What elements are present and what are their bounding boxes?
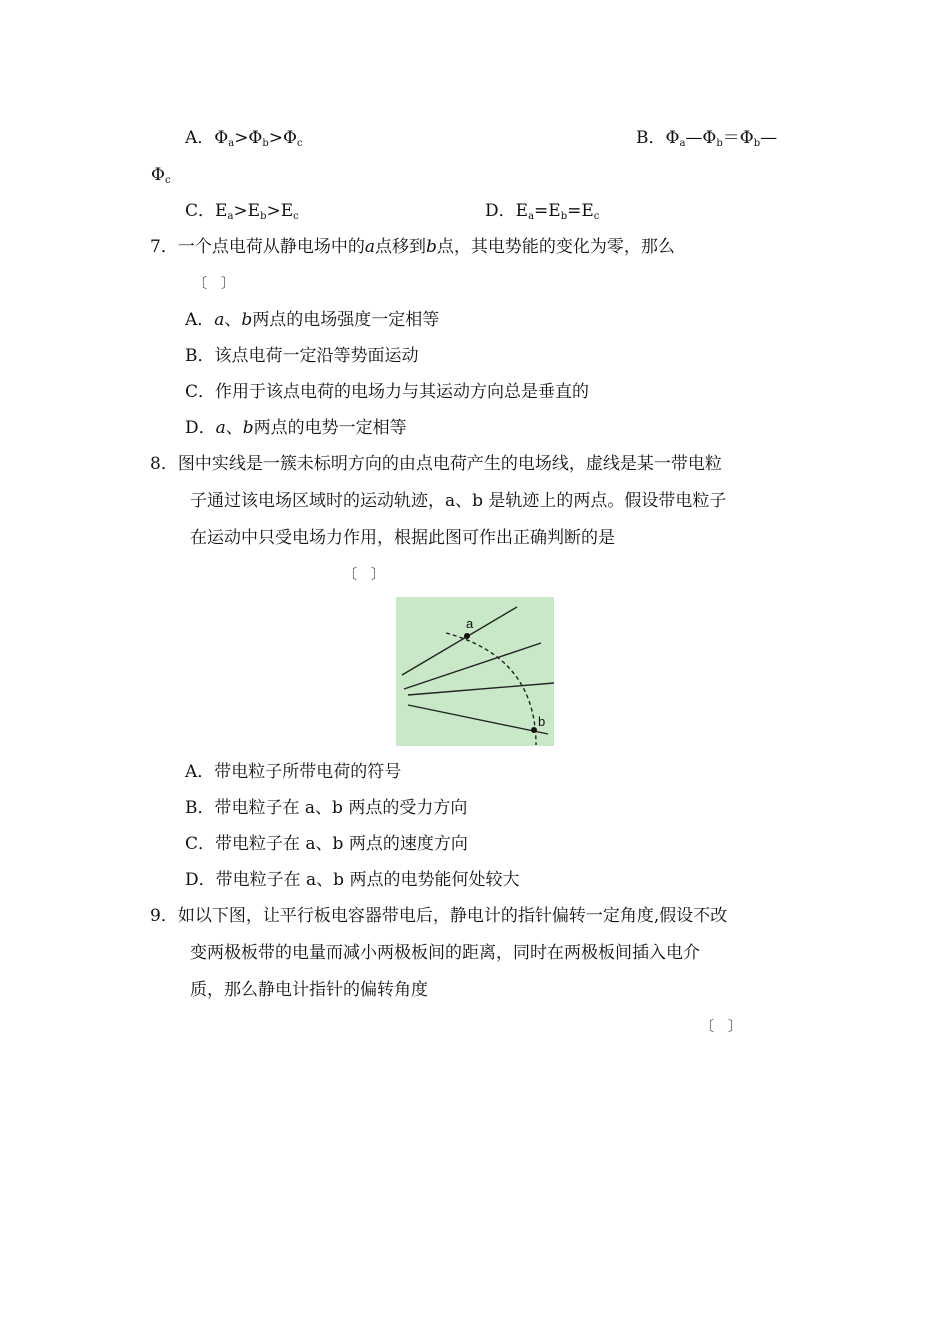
q6-option-b: B．$\Phi_a—\Phi_b=\Phi_b—$ bbox=[636, 128, 778, 149]
q9-stem-line1: 9．如以下图，让平行板电容器带电后，静电计的指针偏转一定角度,假设不改 bbox=[150, 906, 728, 926]
q8-option-a: A．带电粒子所带电荷的符号 bbox=[185, 762, 402, 782]
q6-option-b-text: $\Phi_a—\Phi_b=\Phi_b—$ bbox=[665, 128, 778, 149]
q9-stem-line2: 变两极板带的电量而减小两极板间的距离，同时在两极板间插入电介 bbox=[190, 943, 700, 963]
q7-option-b: B．该点电荷一定沿等势面运动 bbox=[185, 346, 419, 366]
q7-option-a: A．a、b两点的电场强度一定相等 bbox=[185, 310, 440, 330]
q8-option-c: C．带电粒子在 a、b 两点的速度方向 bbox=[185, 834, 468, 854]
point-b-dot bbox=[531, 727, 537, 733]
q8-stem-line1: 8．图中实线是一簇未标明方向的由点电荷产生的电场线，虚线是某一带电粒 bbox=[150, 454, 722, 474]
q8-stem-line3: 在运动中只受电场力作用，根据此图可作出正确判断的是 bbox=[190, 528, 615, 548]
q6-option-a: A．$\Phi_a>\Phi_b>\Phi_c$ bbox=[185, 128, 303, 149]
q7-stem: 7．一个点电荷从静电场中的a点移到b点，其电势能的变化为零，那么 bbox=[150, 237, 675, 257]
q8-option-d: D．带电粒子在 a、b 两点的电势能何处较大 bbox=[185, 870, 520, 890]
q6-option-b-cont: $\Phi_c$ bbox=[151, 165, 171, 186]
q6-option-c: C．$E_a>E_b>E_c$ bbox=[185, 201, 299, 222]
q8-field-line-figure bbox=[396, 597, 554, 746]
q9-answer-paren: 〔 〕 bbox=[700, 1019, 742, 1035]
point-b-label: b bbox=[538, 714, 546, 729]
q6-option-a-text: $\Phi_a>\Phi_b>\Phi_c$ bbox=[214, 128, 303, 149]
q7-option-c: C．作用于该点电荷的电场力与其运动方向总是垂直的 bbox=[185, 382, 590, 402]
figure-background bbox=[396, 597, 554, 746]
q9-stem-line3: 质，那么静电计指针的偏转角度 bbox=[190, 980, 428, 1000]
q7-option-d: D．a、b两点的电势一定相等 bbox=[185, 418, 407, 438]
point-a-label: a bbox=[466, 616, 474, 631]
q8-option-b: B．带电粒子在 a、b 两点的受力方向 bbox=[185, 798, 468, 818]
q6-option-d-text: $E_a=E_b=E_c$ bbox=[515, 201, 600, 222]
q6-option-c-text: $E_a>E_b>E_c$ bbox=[215, 201, 299, 222]
point-a-dot bbox=[464, 633, 470, 639]
q7-answer-paren: 〔 〕 bbox=[193, 276, 235, 292]
q8-stem-line2: 子通过该电场区域时的运动轨迹，a、b 是轨迹上的两点。假设带电粒子 bbox=[190, 491, 727, 511]
q8-answer-paren: 〔 〕 bbox=[343, 567, 385, 583]
q6-option-d: D．$E_a=E_b=E_c$ bbox=[485, 201, 600, 222]
